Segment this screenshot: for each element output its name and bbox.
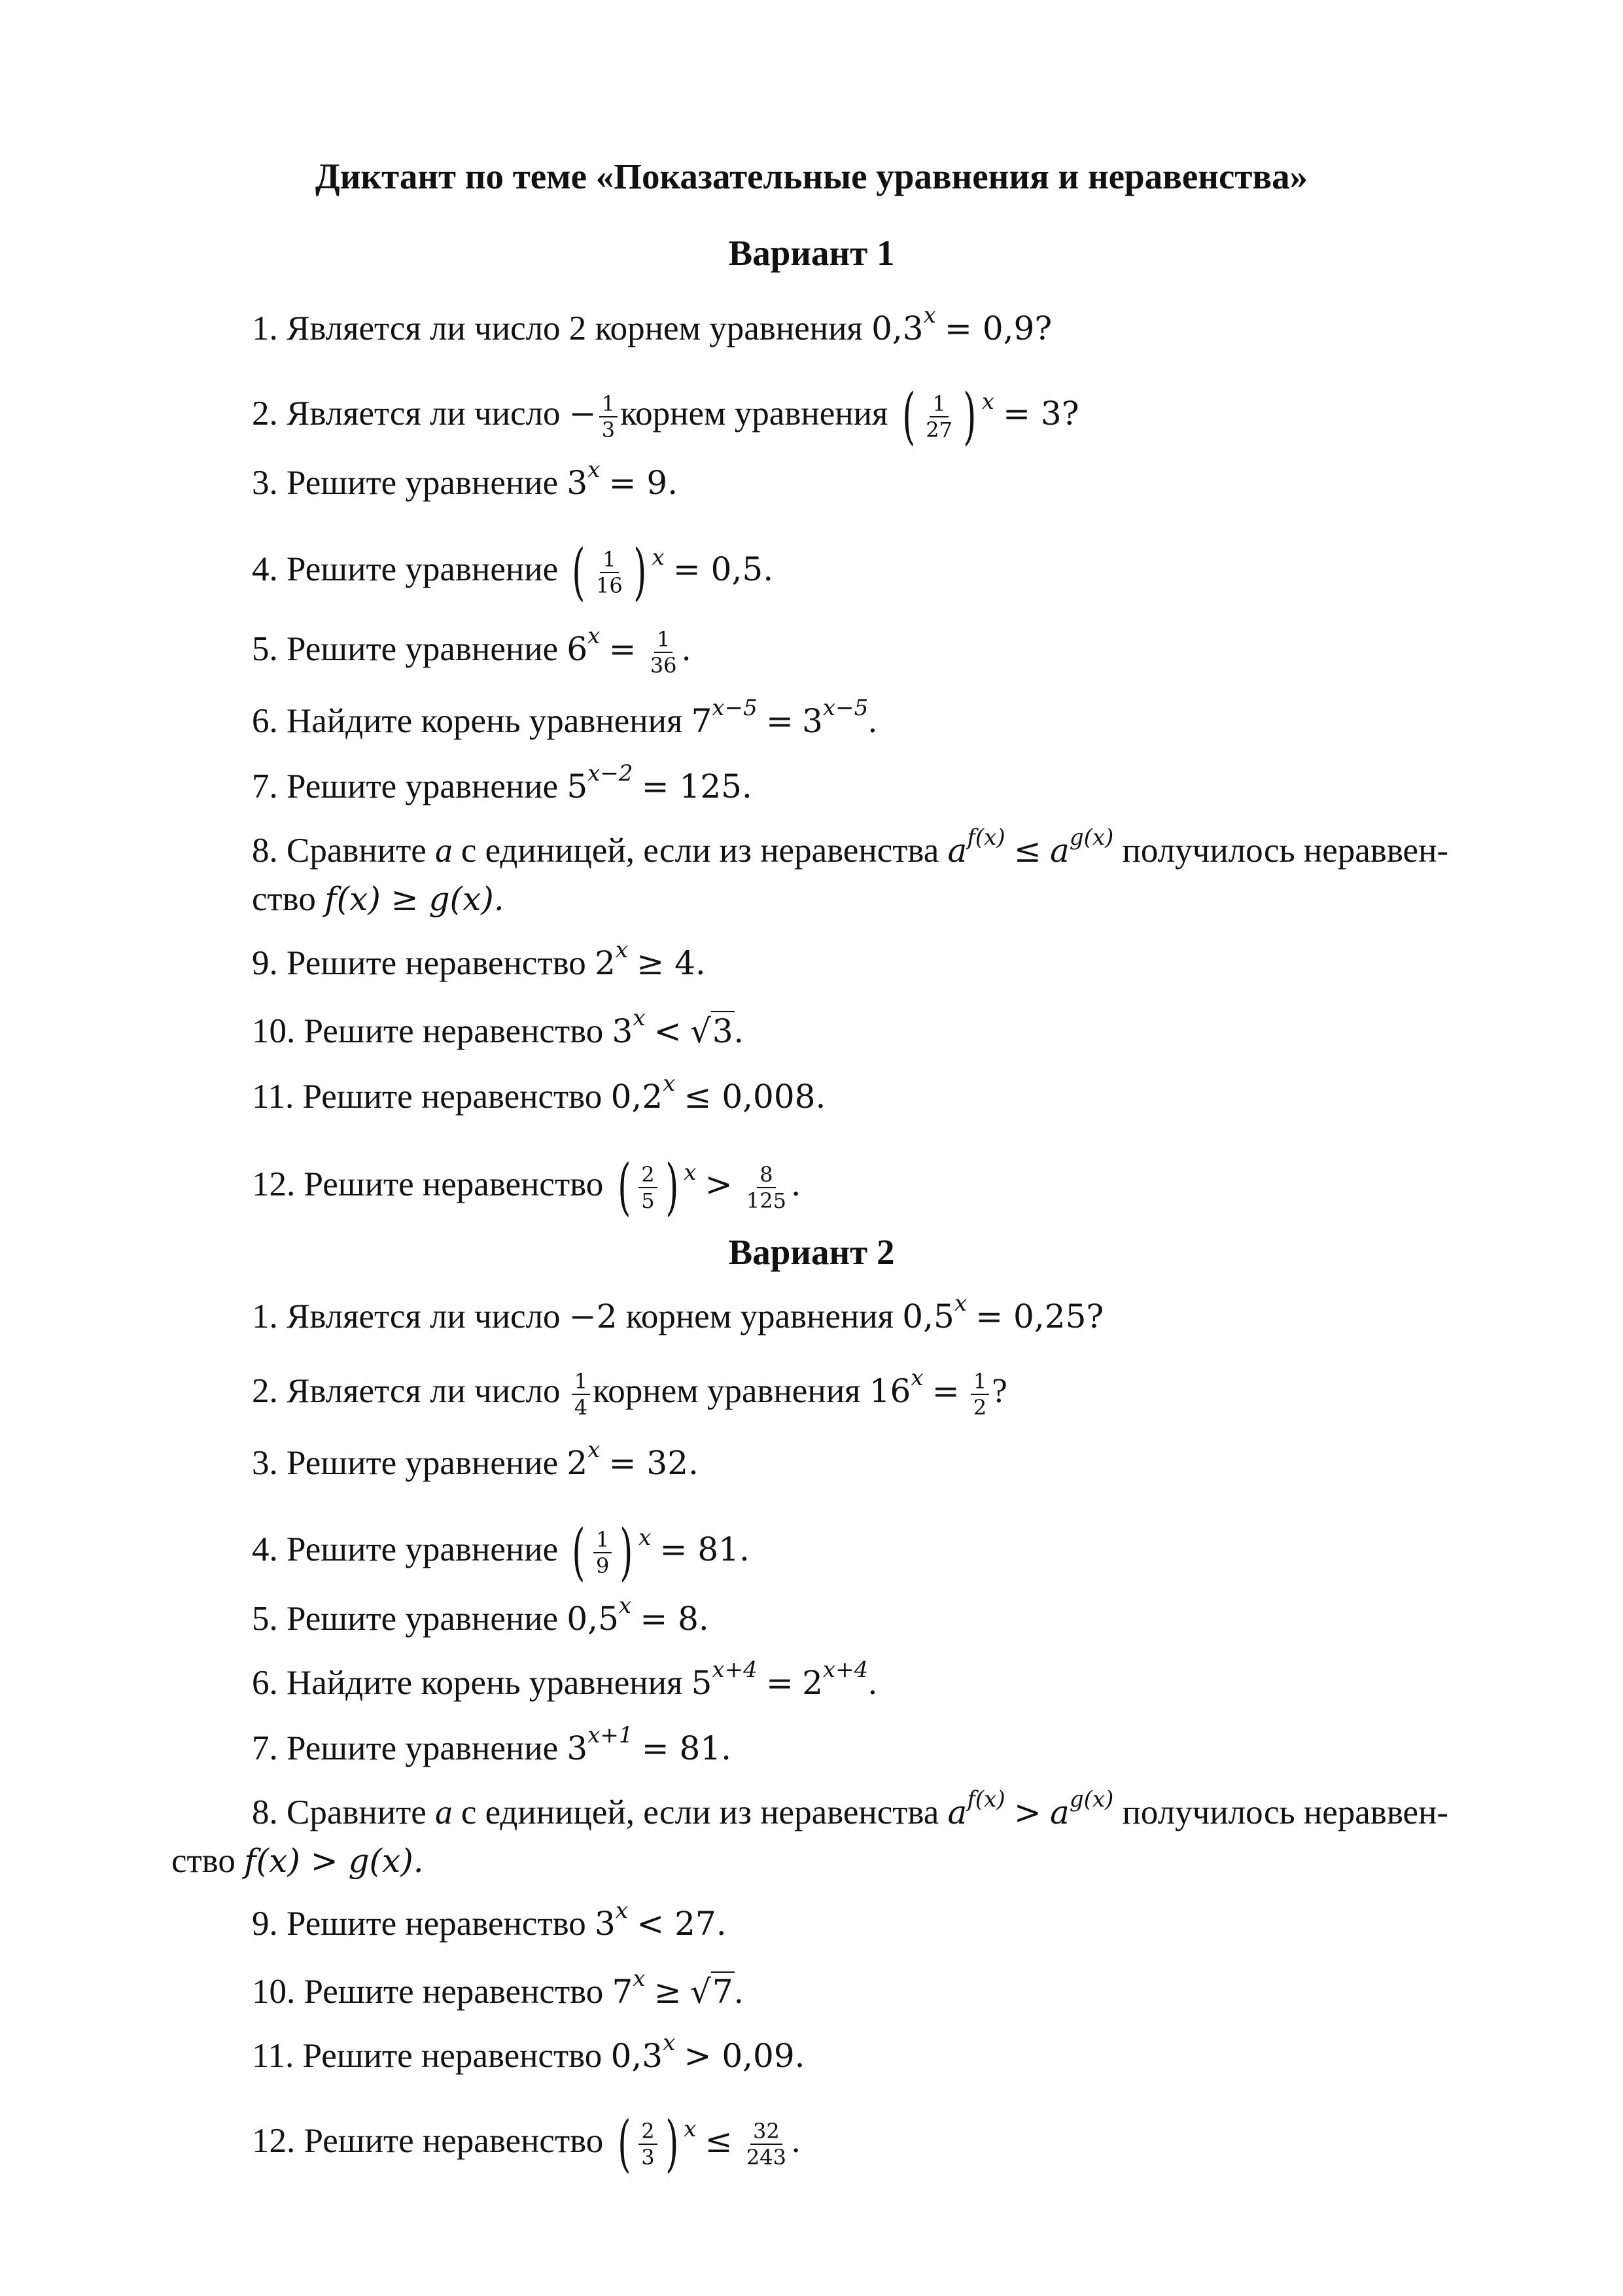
v1-task-3: 3. Решите уравнение 3$^x$ = 9. [252, 457, 678, 502]
v1-task-8-line-2: ство f(x) ≥ g(x). [252, 880, 504, 918]
v2-task-11: 11. Решите неравенство 0,3$^x$ > 0,09. [252, 2030, 805, 2075]
v1-task-9: 9. Решите неравенство 2$^x$ ≥ 4. [252, 937, 706, 982]
v2-task-12: 12. Решите неравенство ( $\frac{2}{3}$ ) x ≤ $\frac{32}{243}$ . [252, 2108, 801, 2180]
v2-task-10: 10. Решите неравенство 7$^x$ ≥ √7. [252, 1966, 743, 2011]
v2-task-1: 1. Является ли число −2 корнем уравнения 0,5$^x$ = 0,25? [252, 1290, 1104, 1335]
v2-task-8-line-1: 8. Сравните a с единицей, если из неравенства $a^{f(x)} > a^{g(x)}$ получилось нераввен- [252, 1786, 1449, 1831]
v1-task-6: 6. Найдите корень уравнения $7^{x-5} = 3^{x-5}$. [252, 695, 877, 740]
v2-task-7: 7. Решите уравнение $3^{x+1} = 81$. [252, 1722, 732, 1767]
v1-task-1: 1. Является ли число 2 корнем уравнения 0,3$^x$ = 0,9? [252, 302, 1053, 347]
v1-task-8-line-1: 8. Сравните a с единицей, если из неравенства $a^{f(x)} \le a^{g(x)}$ получилось нераввен- [252, 824, 1449, 870]
fraction: $\frac{1}{3}$ [599, 391, 618, 442]
v1-task-11: 11. Решите неравенство 0,2$^x$ ≤ 0,008. [252, 1070, 826, 1116]
v1-task-2: 2. Является ли число − $\frac{1}{3}$ корнем уравнения ( $\frac{1}{27}$ ) x = 3? [252, 381, 1079, 452]
variant-1-heading: Вариант 1 [728, 233, 895, 273]
v2-task-6: 6. Найдите корень уравнения $5^{x+4} = 2^{x+4}$. [252, 1657, 877, 1702]
v2-task-9: 9. Решите неравенство 3$^x$ < 27. [252, 1898, 727, 1943]
v1-task-5: 5. Решите уравнение 6$^x$ = $\frac{1}{36}$ . [252, 623, 691, 678]
document-title: Диктант по теме «Показательные уравнения и неравенства» [315, 156, 1308, 196]
v1-task-10: 10. Решите неравенство 3$^x$ < √3. [252, 1005, 743, 1050]
v2-task-2: 2. Является ли число $\frac{1}{4}$ корнем уравнения 16$^x$ = $\frac{1}{2}$ ? [252, 1365, 1007, 1420]
v2-task-3: 3. Решите уравнение 2$^x$ = 32. [252, 1437, 699, 1482]
v1-task-12: 12. Решите неравенство ( $\frac{2}{5}$ ) x > $\frac{8}{125}$ . [252, 1152, 801, 1223]
v2-task-5: 5. Решите уравнение 0,5$^x$ = 8. [252, 1593, 709, 1638]
v2-task-4: 4. Решите уравнение ( $\frac{1}{9}$ ) x = 81. [252, 1517, 750, 1588]
variant-2-heading: Вариант 2 [728, 1232, 895, 1272]
v2-task-8-line-2: ство f(x) > g(x). [171, 1842, 424, 1880]
v1-task-4: 4. Решите уравнение ( $\frac{1}{16}$ ) x = 0,5. [252, 537, 774, 608]
v1-task-7: 7. Решите уравнение $5^{x-2} = 125$. [252, 760, 752, 805]
